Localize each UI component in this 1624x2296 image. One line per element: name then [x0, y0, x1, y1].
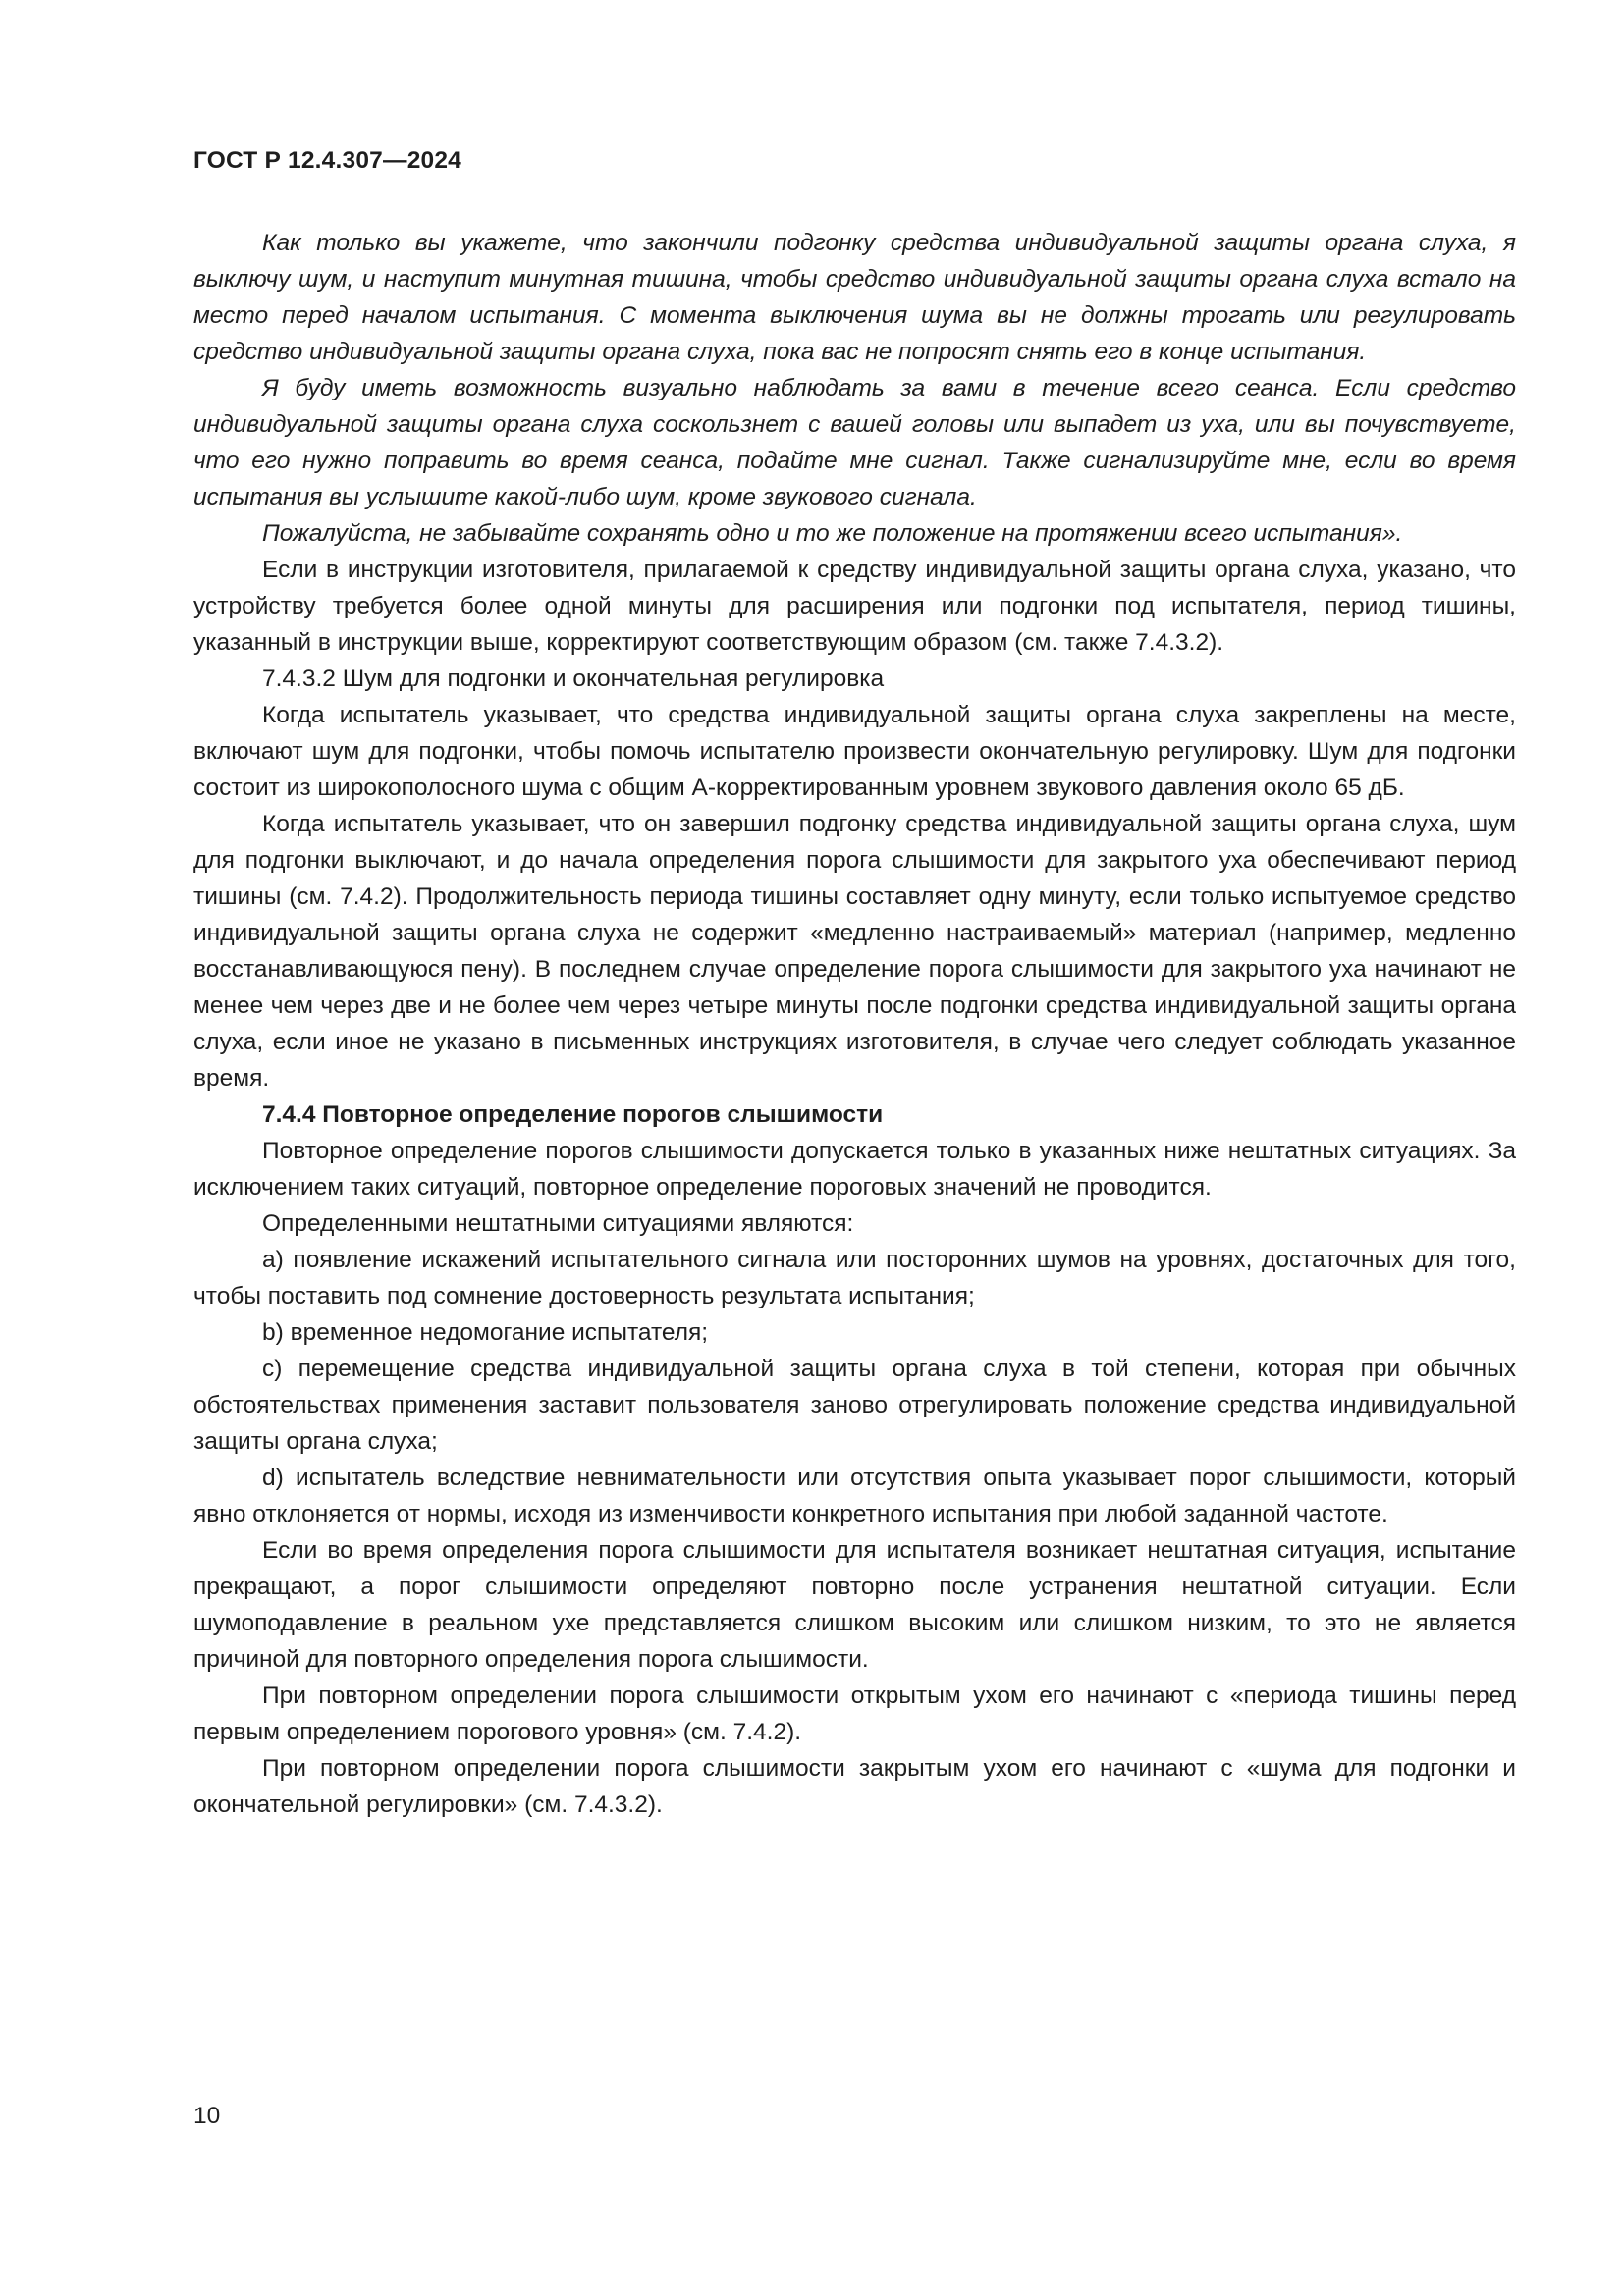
- body-paragraph: Определенными нештатными ситуациями являются:: [262, 1210, 854, 1237]
- section-heading-7-4-4: 7.4.4 Повторное определение порогов слышимости: [262, 1101, 884, 1128]
- subsection-heading-7-4-3-2: 7.4.3.2 Шум для подгонки и окончательная регулировка: [262, 666, 885, 692]
- instruction-quote-paragraph: Я буду иметь возможность визуально наблюдать за вами в течение всего сеанса. Если средство индивидуальной защиты органа слуха соскользнет с вашей головы или выпадет из уха, или вы почувствуете, что его нужно поправить во время сеанса, подайте мне сигнал. Также сигнализируйте мне, если во время испытания вы услышите какой-либо шум, кроме звукового сигнала.: [193, 375, 1516, 510]
- list-item-a: a) появление искажений испытательного сигнала или посторонних шумов на уровнях, достаточных для того, чтобы поставить под сомнение достоверность результата испытания;: [193, 1247, 1516, 1309]
- instruction-quote-paragraph: Как только вы укажете, что закончили подгонку средства индивидуальной защиты органа слуха, я выключу шум, и наступит минутная тишина, чтобы средство индивидуальной защиты органа слуха встало на место перед началом испытания. С момента выключения шума вы не должны трогать или регулировать средство индивидуальной защиты органа слуха, пока вас не попросят снять его в конце испытания.: [193, 230, 1516, 365]
- list-item-b: b) временное недомогание испытателя;: [262, 1319, 709, 1346]
- body-paragraph: Когда испытатель указывает, что средства индивидуальной защиты органа слуха закреплены на месте, включают шум для подгонки, чтобы помочь испытателю произвести окончательную регулировку. Шум для подгонки состоит из широкополосного шума с общим А-корректированным уровнем звукового давления около 65 дБ.: [193, 702, 1516, 801]
- page-number: 10: [193, 2103, 221, 2129]
- instruction-quote-paragraph: Пожалуйста, не забывайте сохранять одно и то же положение на протяжении всего испытания».: [262, 520, 1403, 547]
- document-body: [193, 225, 1516, 1823]
- list-item-d: d) испытатель вследствие невнимательности или отсутствия опыта указывает порог слышимости, который явно отклоняется от нормы, исходя из изменчивости конкретного испытания при любой заданной частоте.: [193, 1465, 1516, 1527]
- body-paragraph: Когда испытатель указывает, что он завершил подгонку средства индивидуальной защиты органа слуха, шум для подгонки выключают, и до начала определения порога слышимости для закрытого уха обеспечивают период тишины (см. 7.4.2). Продолжительность периода тишины составляет одну минуту, если только испытуемое средство индивидуальной защиты органа слуха не содержит «медленно настраиваемый» материал (например, медленно восстанавливающуюся пену). В последнем случае определение порога слышимости для закрытого уха начинают не менее чем через две и не более чем через четыре минуты после подгонки средства индивидуальной защиты органа слуха, если иное не указано в письменных инструкциях изготовителя, в случае чего следует соблюдать указанное время.: [193, 811, 1516, 1092]
- document-code-header: ГОСТ Р 12.4.307—2024: [193, 147, 461, 174]
- body-paragraph: При повторном определении порога слышимости закрытым ухом его начинают с «шума для подгонки и окончательной регулировки» (см. 7.4.3.2).: [193, 1755, 1516, 1818]
- body-paragraph: Повторное определение порогов слышимости допускается только в указанных ниже нештатных ситуациях. За исключением таких ситуаций, повторное определение пороговых значений не проводится.: [193, 1138, 1516, 1201]
- body-paragraph: Если в инструкции изготовителя, прилагаемой к средству индивидуальной защиты органа слуха, указано, что устройству требуется более одной минуты для расширения или подгонки под испытателя, период тишины, указанный в инструкции выше, корректируют соответствующим образом (см. также 7.4.3.2).: [193, 557, 1516, 656]
- body-paragraph: При повторном определении порога слышимости открытым ухом его начинают с «периода тишины перед первым определением порогового уровня» (см. 7.4.2).: [193, 1682, 1516, 1745]
- list-item-c: c) перемещение средства индивидуальной защиты органа слуха в той степени, которая при обычных обстоятельствах применения заставит пользователя заново отрегулировать положение средства индивидуальной защиты органа слуха;: [193, 1356, 1516, 1455]
- body-paragraph: Если во время определения порога слышимости для испытателя возникает нештатная ситуация, испытание прекращают, а порог слышимости определяют повторно после устранения нештатной ситуации. Если шумоподавление в реальном ухе представляется слишком высоким или слишком низким, то это не является причиной для повторного определения порога слышимости.: [193, 1537, 1516, 1673]
